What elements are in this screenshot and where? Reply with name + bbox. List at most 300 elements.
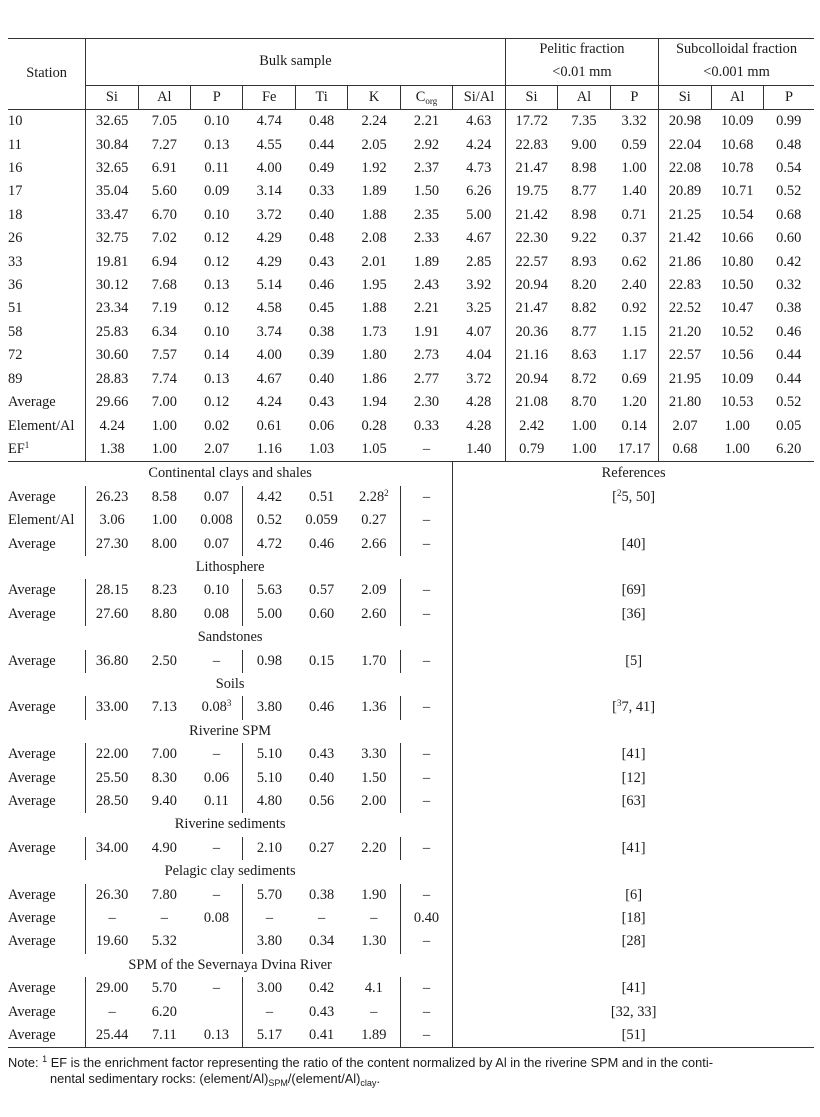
header-pelitic xyxy=(505,38,658,85)
cell: – xyxy=(212,652,221,669)
cell: 0.10 xyxy=(204,113,230,130)
section-title: Continental clays and shales xyxy=(148,465,312,482)
cell: 0.12 xyxy=(204,230,230,247)
cell: 0.48 xyxy=(309,230,335,247)
table-row xyxy=(8,251,814,274)
cell: 1.88 xyxy=(361,300,387,317)
row-label: Average xyxy=(8,746,56,763)
cell: 0.43 xyxy=(309,394,335,411)
cell: 0.059 xyxy=(305,512,338,529)
cell: – xyxy=(212,980,221,997)
cell: 1.89 xyxy=(413,253,440,270)
cell: 2.20 xyxy=(361,839,387,856)
row-label: Average xyxy=(8,582,56,599)
cell: 4.29 xyxy=(256,253,282,270)
cell: 2.42 xyxy=(505,415,557,438)
cell: – xyxy=(243,907,295,930)
p-footnote-mark: 3 xyxy=(226,698,232,709)
cell: 1.30 xyxy=(361,933,387,950)
cell: 33.00 xyxy=(86,696,138,719)
col-header-bulk-si: Si xyxy=(86,85,138,109)
cell: 0.61 xyxy=(256,417,282,434)
cell: 22.08 xyxy=(659,157,711,180)
cell: 0.48 xyxy=(309,113,335,130)
cell: 0.52 xyxy=(776,183,802,200)
cell: 1.36 xyxy=(361,699,387,716)
table-row xyxy=(8,1024,814,1048)
cell: 1.94 xyxy=(361,394,387,411)
row-label: Average xyxy=(8,535,56,552)
corg-cell: – xyxy=(400,486,452,509)
reference-cell: [12] xyxy=(453,767,814,790)
cell: 0.08 xyxy=(203,910,230,927)
cell: 0.37 xyxy=(621,230,647,247)
col-header-pelitic-p: P xyxy=(610,85,658,109)
cell: 6.20 xyxy=(151,1003,177,1020)
cell: 0.43 xyxy=(309,253,335,270)
cell: 0.48 xyxy=(776,136,802,153)
cell: 28.15 xyxy=(86,579,138,602)
cell: 0.68 xyxy=(659,438,711,462)
row-label: Average xyxy=(8,488,56,505)
section-title: Soils xyxy=(215,675,245,692)
cell: 1.00 xyxy=(711,438,763,462)
cell: 8.63 xyxy=(571,347,597,364)
cell: 1.80 xyxy=(361,347,387,364)
row-label: Average xyxy=(8,605,56,622)
reference-cell: [41] xyxy=(453,837,814,860)
reference-cell: [$^3$7, 41] xyxy=(453,696,814,719)
row-label: Average xyxy=(8,1024,86,1048)
section-title-row xyxy=(8,556,814,579)
table-row xyxy=(8,696,814,719)
cell: 35.04 xyxy=(86,180,138,203)
cell: 1.00 xyxy=(724,417,750,434)
cell: 2.09 xyxy=(361,582,387,599)
corg-cell: – xyxy=(400,790,452,813)
cell: 4.1 xyxy=(364,980,383,997)
cell: 20.89 xyxy=(659,180,711,203)
cell: 21.47 xyxy=(505,157,557,180)
col-header-bulk-k: K xyxy=(348,85,400,109)
cell: 8.77 xyxy=(571,323,597,340)
cell: 1.00 xyxy=(621,160,647,177)
cell: 2.50 xyxy=(151,652,177,669)
cell: 0.69 xyxy=(621,370,647,387)
cell: 10.09 xyxy=(721,113,754,130)
cell: 2.01 xyxy=(361,253,387,270)
corg-cell: – xyxy=(400,977,452,1000)
corg-cell: – xyxy=(400,930,452,953)
cell: 0.92 xyxy=(621,300,647,317)
cell: 1.88 xyxy=(361,206,387,223)
cell: 0.10 xyxy=(203,582,230,599)
cell: 26.30 xyxy=(86,884,138,907)
row-label: 26 xyxy=(8,230,23,247)
cell: 10.66 xyxy=(721,230,754,247)
cell: 1.90 xyxy=(361,886,387,903)
cell: 0.10 xyxy=(204,206,230,223)
cell: 0.68 xyxy=(776,206,802,223)
cell: 4.28 xyxy=(466,394,492,411)
cell: 0.43 xyxy=(309,1003,335,1020)
cell: 22.30 xyxy=(505,227,557,250)
cell xyxy=(191,1001,243,1024)
cell: 1.00 xyxy=(151,417,177,434)
cell: 1.40 xyxy=(453,438,506,462)
cell: 4.24 xyxy=(86,415,138,438)
row-label: 10 xyxy=(8,113,23,130)
cell: 4.72 xyxy=(243,533,295,556)
note-line2 xyxy=(8,1071,814,1087)
table-row xyxy=(8,486,814,509)
cell: – xyxy=(160,910,168,927)
table-row xyxy=(8,509,814,532)
cell: 4.04 xyxy=(466,347,492,364)
cell: – xyxy=(370,1003,378,1020)
cell: 8.72 xyxy=(571,370,597,387)
cell: 0.33 xyxy=(413,417,440,434)
table-row xyxy=(8,368,814,391)
cell: 4.42 xyxy=(243,486,295,509)
cell: 1.70 xyxy=(361,652,387,669)
cell: 1.89 xyxy=(361,183,387,200)
cell: 2.10 xyxy=(243,837,295,860)
section-title: SPM of the Severnaya Dvina River xyxy=(128,956,332,973)
cell: 1.95 xyxy=(361,277,387,294)
cell: 8.30 xyxy=(151,769,177,786)
cell: 0.52 xyxy=(243,509,295,532)
cell: 21.47 xyxy=(505,297,557,320)
cell: 21.16 xyxy=(505,344,557,367)
ref-empty xyxy=(453,720,814,743)
composition-table xyxy=(8,38,814,1048)
reference-cell: [69] xyxy=(453,579,814,602)
table-row xyxy=(8,603,814,626)
corg-cell: – xyxy=(400,509,452,532)
cell: 0.13 xyxy=(204,370,230,387)
cell: 0.60 xyxy=(309,605,335,622)
cell: 7.19 xyxy=(151,300,177,317)
cell: 0.15 xyxy=(309,652,335,669)
cell: 0.05 xyxy=(776,417,802,434)
cell: 17.17 xyxy=(610,438,658,462)
cell: 7.74 xyxy=(151,370,177,387)
table-row xyxy=(8,344,814,367)
note-line2c: . xyxy=(376,1071,380,1086)
corg-cell: – xyxy=(400,837,452,860)
table-row xyxy=(8,297,814,320)
cell: 0.12 xyxy=(204,300,230,317)
cell: 20.36 xyxy=(505,321,557,344)
row-label: $EF^1$ xyxy=(8,438,86,462)
col-header-subcolloidal-p: P xyxy=(763,85,814,109)
section-title: Riverine sediments xyxy=(174,816,286,833)
col-header-bulk-ti: Ti xyxy=(295,85,347,109)
cell: 3.92 xyxy=(466,277,492,294)
cell: 19.60 xyxy=(86,930,138,953)
cell: 0.45 xyxy=(309,300,335,317)
cell: 0.11 xyxy=(204,160,230,177)
row-label: 16 xyxy=(8,160,23,177)
note-sub-clay: clay xyxy=(360,1078,377,1088)
cell: 25.50 xyxy=(86,767,138,790)
cell: 1.50 xyxy=(413,183,440,200)
corg-cell: – xyxy=(400,650,452,673)
cell: 0.39 xyxy=(309,347,335,364)
cell: 20.94 xyxy=(505,274,557,297)
cell: 8.20 xyxy=(571,277,597,294)
cell: 30.60 xyxy=(86,344,138,367)
col-header-bulk-al: Al xyxy=(138,85,190,109)
cell: 0.14 xyxy=(621,417,647,434)
cell: 10.50 xyxy=(721,277,754,294)
reference-cell: [63] xyxy=(453,790,814,813)
cell: 3.72 xyxy=(256,206,282,223)
reference-cell: [51] xyxy=(453,1024,814,1048)
cell: 19.81 xyxy=(86,251,138,274)
table-row xyxy=(8,907,814,930)
cell: 1.38 xyxy=(86,438,138,462)
row-label: 18 xyxy=(8,206,23,223)
cell: 4.67 xyxy=(256,370,282,387)
cell: 0.46 xyxy=(776,323,802,340)
cell: 0.07 xyxy=(203,535,230,552)
cell: 4.80 xyxy=(243,790,295,813)
cell: 8.00 xyxy=(151,535,177,552)
col-header-si-al: Si/Al xyxy=(453,85,506,109)
table-row xyxy=(8,391,814,414)
header-subcolloidal-line2: <0.001 mm xyxy=(703,64,770,81)
cell: 4.63 xyxy=(466,113,492,130)
cell: 28.50 xyxy=(86,790,138,813)
ref-empty xyxy=(453,813,814,836)
cell: 8.23 xyxy=(151,582,177,599)
cell: 9.40 xyxy=(151,793,177,809)
cell: – xyxy=(212,839,221,856)
cell: 36.80 xyxy=(86,650,138,673)
ref-empty xyxy=(453,626,814,649)
cell: – xyxy=(370,910,378,927)
cell: 34.00 xyxy=(86,837,138,860)
reference-cell: [6] xyxy=(453,884,814,907)
cell: 2.43 xyxy=(413,277,440,294)
cell: 7.13 xyxy=(151,699,177,716)
cell: 0.32 xyxy=(776,277,802,294)
cell: 7.00 xyxy=(151,394,177,411)
row-label: 58 xyxy=(8,323,23,340)
cell: 7.00 xyxy=(151,746,177,763)
cell: 1.91 xyxy=(413,323,440,340)
ref-footnote-mark: 2 xyxy=(616,487,622,498)
cell: 0.46 xyxy=(309,699,335,716)
cell: 22.04 xyxy=(659,134,711,157)
corg-cell: – xyxy=(400,884,452,907)
cell: 0.43 xyxy=(309,746,335,763)
table-row xyxy=(8,790,814,813)
table-row xyxy=(8,204,814,227)
cell: 25.83 xyxy=(86,321,138,344)
cell: 3.14 xyxy=(256,183,282,200)
cell: 6.94 xyxy=(151,253,177,270)
cell: 29.66 xyxy=(86,391,138,414)
cell: 9.00 xyxy=(571,136,597,153)
cell: 2.66 xyxy=(361,535,387,552)
cell: 4.24 xyxy=(466,136,492,153)
row-label: Average xyxy=(8,886,56,903)
cell: 1.15 xyxy=(621,323,647,340)
column-header-row xyxy=(8,85,814,109)
cell: 21.25 xyxy=(659,204,711,227)
col-header-subcolloidal-si: Si xyxy=(659,85,711,109)
cell: 8.70 xyxy=(571,394,597,411)
cell: 0.13 xyxy=(204,136,230,153)
cell: 22.83 xyxy=(505,134,557,157)
cell: 19.75 xyxy=(505,180,557,203)
cell: 0.06 xyxy=(309,417,335,434)
section-title-row xyxy=(8,720,814,743)
cell: 0.62 xyxy=(621,253,647,270)
cell: 0.08$^3$ xyxy=(201,698,232,716)
cell: – xyxy=(86,907,138,930)
cell: 1.00 xyxy=(571,417,597,434)
cell: 0.60 xyxy=(776,230,802,247)
row-label: Element/Al xyxy=(8,417,75,434)
cell: 0.12 xyxy=(204,253,230,270)
cell: 5.10 xyxy=(243,743,295,766)
section-title-row xyxy=(8,954,814,977)
cell: 4.00 xyxy=(256,347,282,364)
cell: 2.21 xyxy=(413,300,440,317)
cell: 0.06 xyxy=(203,769,230,786)
corg-cell: – xyxy=(400,533,452,556)
cell: 0.99 xyxy=(776,113,802,130)
col-header-bulk-p: P xyxy=(191,85,243,109)
cell: 30.84 xyxy=(86,134,138,157)
cell: 8.58 xyxy=(151,488,177,505)
corg-cell: – xyxy=(400,1024,452,1048)
cell: 3.80 xyxy=(243,696,295,719)
corg-cell: 0.40 xyxy=(400,907,452,930)
ref-empty xyxy=(453,556,814,579)
cell: 0.28 xyxy=(361,417,387,434)
cell: 0.42 xyxy=(776,253,802,270)
cell: 1.86 xyxy=(361,370,387,387)
cell: 3.25 xyxy=(466,300,492,317)
cell: 7.57 xyxy=(151,347,177,364)
cell: 3.30 xyxy=(361,746,387,763)
col-header-bulk-fe: Fe xyxy=(243,85,295,109)
section-title-row xyxy=(8,813,814,836)
cell: 1.17 xyxy=(621,347,647,364)
cell: 0.27 xyxy=(309,839,335,856)
cell: 4.07 xyxy=(466,323,492,340)
cell: 4.90 xyxy=(151,839,177,856)
row-label: Average xyxy=(8,699,56,716)
cell: 0.34 xyxy=(309,933,335,950)
cell: 8.82 xyxy=(571,300,597,317)
table-row xyxy=(8,110,814,134)
table-row xyxy=(8,438,814,462)
table-row xyxy=(8,650,814,673)
cell: 26.23 xyxy=(86,486,138,509)
cell: 4.67 xyxy=(466,230,492,247)
cell: 10.47 xyxy=(721,300,754,317)
reference-cell: [40] xyxy=(453,533,814,556)
cell: 5.10 xyxy=(243,767,295,790)
cell: 1.40 xyxy=(621,183,647,200)
cell: 0.44 xyxy=(309,136,335,153)
cell: 3.80 xyxy=(243,930,295,953)
cell: 1.89 xyxy=(348,1024,400,1048)
corg-cell: – xyxy=(400,603,452,626)
cell: 0.008 xyxy=(200,512,233,529)
cell: 5.70 xyxy=(243,884,295,907)
cell: 0.08 xyxy=(203,605,230,622)
cell: 0.59 xyxy=(621,136,647,153)
corg-subscript: org xyxy=(425,95,438,106)
cell: 5.63 xyxy=(243,579,295,602)
cell: 0.13 xyxy=(204,277,230,294)
cell: 0.40 xyxy=(309,370,335,387)
cell: – xyxy=(212,886,221,903)
cell: 21.95 xyxy=(659,368,711,391)
cell: 0.07 xyxy=(203,488,230,505)
table-row xyxy=(8,180,814,203)
cell: 7.35 xyxy=(571,113,597,130)
cell: 0.44 xyxy=(776,347,802,364)
ref-empty xyxy=(453,673,814,696)
cell: 1.03 xyxy=(295,438,347,462)
table-row xyxy=(8,837,814,860)
note-line1: EF is the enrichment factor representing the ratio of the content normalized by Al in the riverine SPM and in the conti- xyxy=(47,1055,713,1070)
section-title: Riverine SPM xyxy=(189,722,272,739)
header-pelitic-line1: Pelitic fraction xyxy=(539,41,625,57)
cell: 4.55 xyxy=(256,136,282,153)
cell: 8.98 xyxy=(571,160,597,177)
cell: 4.74 xyxy=(256,113,282,130)
table-row xyxy=(8,134,814,157)
cell: 3.00 xyxy=(243,977,295,1000)
section-title-row xyxy=(8,626,814,649)
table-row xyxy=(8,227,814,250)
cell: 0.41 xyxy=(295,1024,347,1048)
cell: – xyxy=(212,746,221,763)
row-label: Average xyxy=(8,839,56,856)
cell: 4.29 xyxy=(256,230,282,247)
reference-cell xyxy=(453,509,814,532)
cell: 22.52 xyxy=(659,297,711,320)
ref-empty xyxy=(453,860,814,883)
cell: 9.22 xyxy=(571,230,597,247)
cell: 10.56 xyxy=(721,347,754,364)
corg-cell: – xyxy=(400,579,452,602)
row-label: 11 xyxy=(8,136,22,153)
cell: 0.44 xyxy=(776,370,802,387)
row-label: Average xyxy=(8,652,56,669)
cell: 32.65 xyxy=(86,110,138,134)
cell: 0.12 xyxy=(204,394,230,411)
row-label: Element/Al xyxy=(8,512,75,529)
cell: 0.57 xyxy=(309,582,335,599)
cell: 0.49 xyxy=(309,160,335,177)
cell: 2.21 xyxy=(413,113,440,130)
ef-footnote-mark: 1 xyxy=(24,439,30,450)
cell: 23.34 xyxy=(86,297,138,320)
cell: 2.77 xyxy=(413,370,440,387)
reference-cell: [18] xyxy=(453,907,814,930)
reference-cell: [32, 33] xyxy=(453,1001,814,1024)
